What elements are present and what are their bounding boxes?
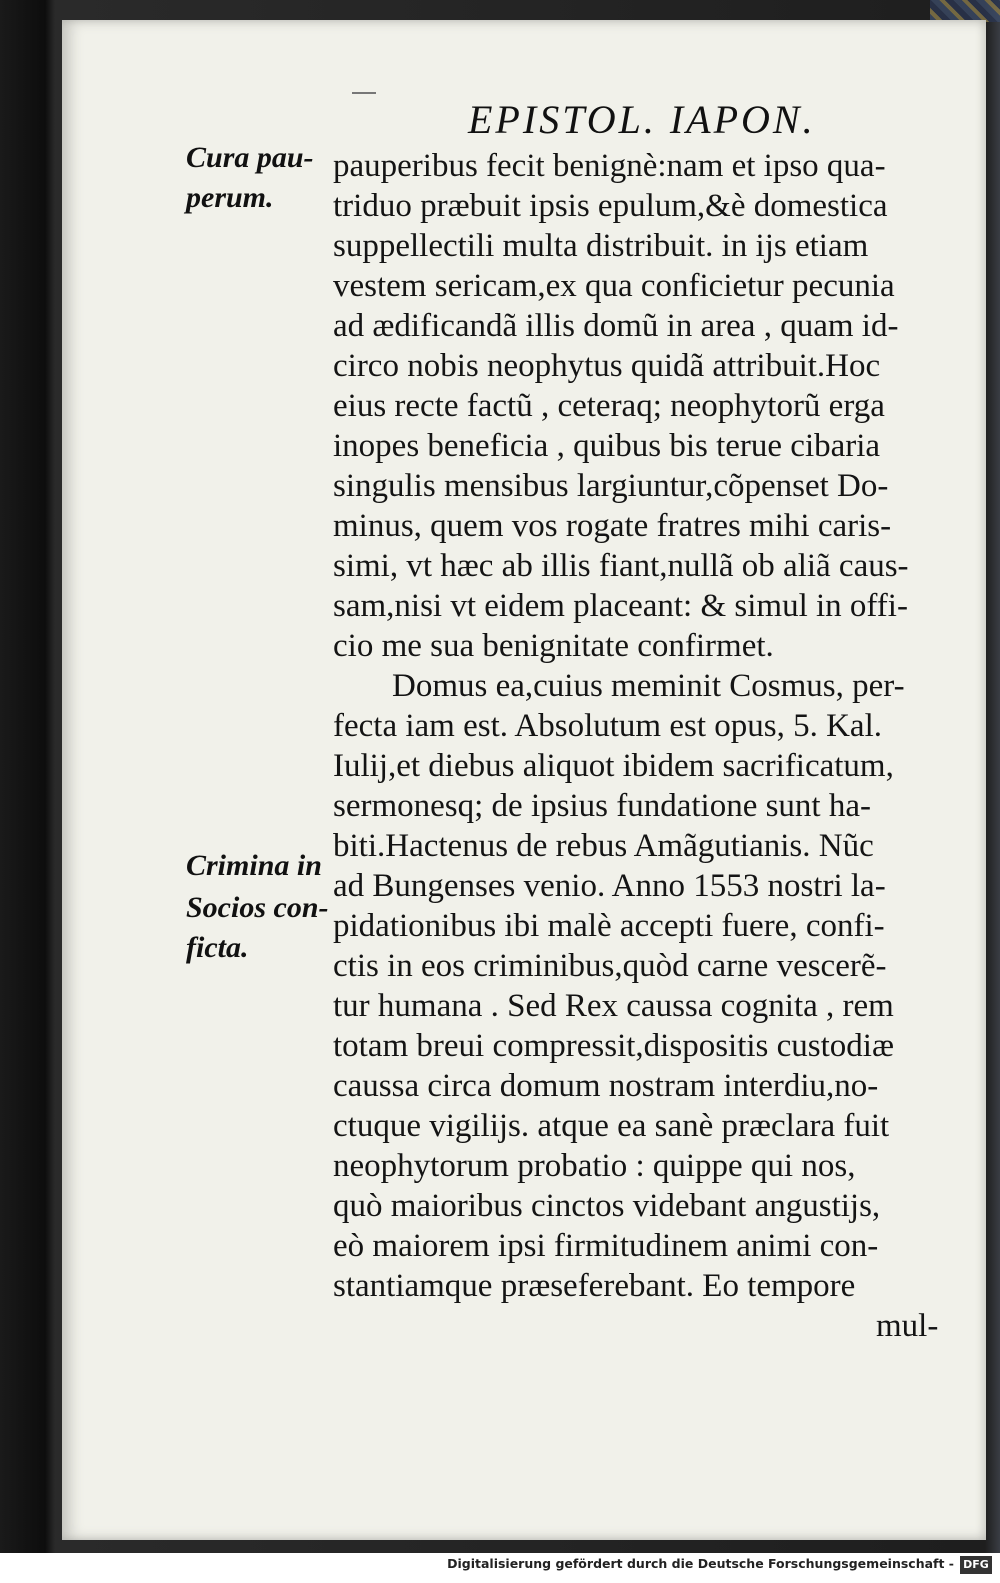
body-text-line: neophytorum probatio : quippe qui nos,	[333, 1148, 856, 1184]
body-text-line: sermonesq; de ipsius fundatione sunt ha-	[333, 788, 871, 824]
margin-note-line: Crimina in	[186, 849, 322, 882]
body-text-line: ctuque vigilijs. atque ea sanè præclara fuit	[333, 1108, 890, 1144]
body-text-line: quò maioribus cinctos videbant angustijs,	[333, 1188, 881, 1224]
body-text-line: tur humana . Sed Rex caussa cognita , rem	[333, 988, 894, 1024]
margin-note-line: Cura pau-	[186, 141, 314, 174]
body-text-line: stantiamque præseferebant. Eo tempore	[333, 1268, 856, 1304]
funding-notice: Digitalisierung gefördert durch die Deutsche Forschungsgemeinschaft -	[447, 1556, 954, 1571]
body-text-line: circo nobis neophytus quidã attribuit.Hoc	[333, 348, 881, 384]
body-text-line: fecta iam est. Absolutum est opus, 5. Kal.	[333, 708, 882, 744]
body-text-line: Iulij,et diebus aliquot ibidem sacrificatum,	[333, 748, 894, 784]
margin-note-line: perum.	[186, 181, 274, 214]
running-head: EPISTOL. IAPON.	[468, 97, 816, 142]
body-text-line: ad Bungenses venio. Anno 1553 nostri la-	[333, 868, 886, 904]
body-text-line: vestem sericam,ex qua conficietur pecunia	[333, 268, 895, 304]
body-text-line: eò maiorem ipsi firmitudinem animi con-	[333, 1228, 879, 1264]
body-text-line: totam breui compressit,dispositis custodiæ	[333, 1028, 894, 1064]
body-text-line: simi, vt hæc ab illis fiant,nullã ob aliã caus-	[333, 548, 909, 584]
margin-note-line: Socios con-	[186, 891, 329, 924]
body-text-line: suppellectili multa distribuit. in ijs etiam	[333, 228, 869, 264]
body-text-line: sam,nisi vt eidem placeant: & simul in offi-	[333, 588, 908, 624]
body-text-line: caussa circa domum nostram interdiu,no-	[333, 1068, 879, 1104]
body-text-line: inopes beneficia , quibus bis terue cibaria	[333, 428, 881, 464]
body-text-line: singulis mensibus largiuntur,cõpenset Do-	[333, 468, 889, 504]
body-text-line: ctis in eos criminibus,quòd carne vescerẽ-	[333, 948, 887, 984]
body-text-line: pauperibus fecit benignè:nam et ipso qua-	[333, 148, 886, 184]
binding-decoration	[930, 0, 1000, 22]
body-text-line: pidationibus ibi malè accepti fuere, confi-	[333, 908, 885, 944]
body-text-line: triduo præbuit ipsis epulum,&è domestica	[333, 188, 888, 224]
body-text-line: minus, quem vos rogate fratres mihi caris-	[333, 508, 892, 544]
catchword: mul-	[876, 1308, 939, 1344]
body-text-line: ad ædificandã illis domũ in area , quam id-	[333, 308, 899, 344]
body-text-line: cio me sua benignitate confirmet.	[333, 628, 774, 664]
head-ornament-mark	[352, 92, 376, 94]
body-text-line: Domus ea,cuius meminit Cosmus, per-	[392, 668, 905, 704]
margin-note-line: ficta.	[186, 931, 249, 964]
body-text-line: eius recte factũ , ceteraq; neophytorũ erga	[333, 388, 885, 424]
dfg-logo: DFG	[960, 1556, 992, 1574]
body-text-line: biti.Hactenus de rebus Amãgutianis. Nũc	[333, 828, 874, 864]
